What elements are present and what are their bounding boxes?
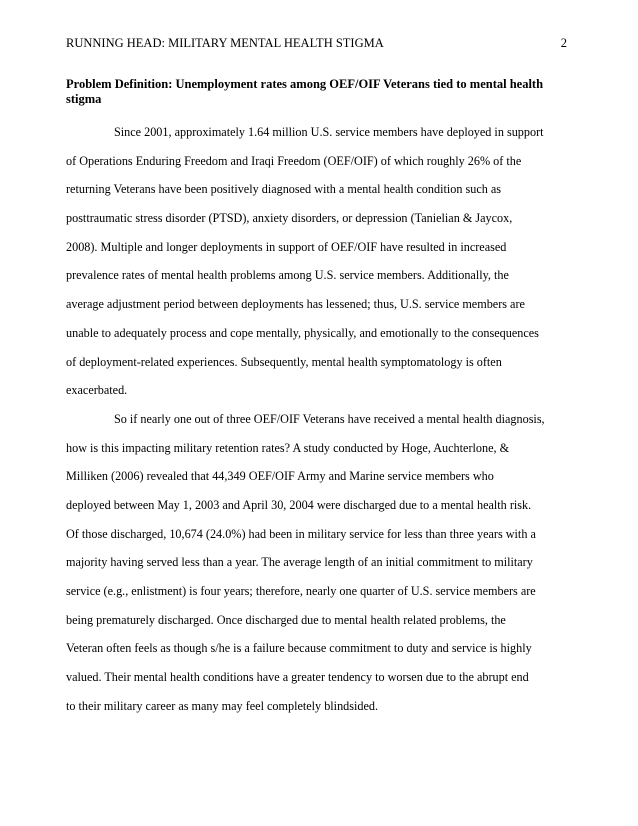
text-line: So if nearly one out of three OEF/OIF Veterans have received a mental health diagnosis,: [114, 411, 545, 426]
text-line: prevalence rates of mental health problems among U.S. service members. Additionally, the: [66, 268, 509, 283]
paragraph: [66, 118, 571, 405]
text-line: valued. Their mental health conditions have a greater tendency to worsen due to the abrupt end: [66, 670, 529, 685]
text-line: exacerbated.: [66, 383, 128, 398]
text-line: deployed between May 1, 2003 and April 30, 2004 were discharged due to a mental health risk.: [66, 497, 532, 512]
text-line: majority having served less than a year. The average length of an initial commitment to military: [66, 555, 533, 570]
text-line: being prematurely discharged. Once discharged due to mental health related problems, the: [66, 612, 506, 627]
section-title: [66, 77, 571, 107]
text-line: Since 2001, approximately 1.64 million U.S. service members have deployed in support: [114, 125, 544, 139]
running-head: RUNNING HEAD: MILITARY MENTAL HEALTH STIGMA: [66, 36, 384, 50]
section-title-line: stigma: [66, 92, 102, 106]
text-line: Veteran often feels as though s/he is a failure because commitment to duty and service is highly: [66, 641, 532, 656]
paragraph: [66, 405, 571, 721]
text-line: how is this impacting military retention rates? A study conducted by Hoge, Auchterlone, &: [66, 440, 510, 455]
page-number: 2: [560, 36, 567, 50]
text-line: posttraumatic stress disorder (PTSD), anxiety disorders, or depression (Tanielian & Jaycox,: [66, 211, 513, 226]
text-line: of Operations Enduring Freedom and Iraqi Freedom (OEF/OIF) of which roughly 26% of the: [66, 153, 522, 168]
text-line: Of those discharged, 10,674 (24.0%) had been in military service for less than three years with a: [66, 526, 536, 541]
text-line: of deployment-related experiences. Subsequently, mental health symptomatology is often: [66, 354, 502, 369]
text-line: 2008). Multiple and longer deployments in support of OEF/OIF have resulted in increased: [66, 239, 507, 254]
text-line: to their military career as many may feel completely blindsided.: [66, 698, 379, 713]
text-line: average adjustment period between deployments has lessened; thus, U.S. service members are: [66, 297, 525, 312]
section-title-line: Problem Definition: Unemployment rates among OEF/OIF Veterans tied to mental health: [66, 77, 544, 91]
page-header: [66, 36, 567, 51]
text-line: Milliken (2006) revealed that 44,349 OEF/OIF Army and Marine service members who: [66, 469, 494, 484]
text-line: returning Veterans have been positively diagnosed with a mental health condition such as: [66, 182, 502, 197]
body-text: [66, 118, 571, 720]
text-line: service (e.g., enlistment) is four years; therefore, nearly one quarter of U.S. service members are: [66, 584, 536, 598]
text-line: unable to adequately process and cope mentally, physically, and emotionally to the consequences: [66, 325, 539, 340]
